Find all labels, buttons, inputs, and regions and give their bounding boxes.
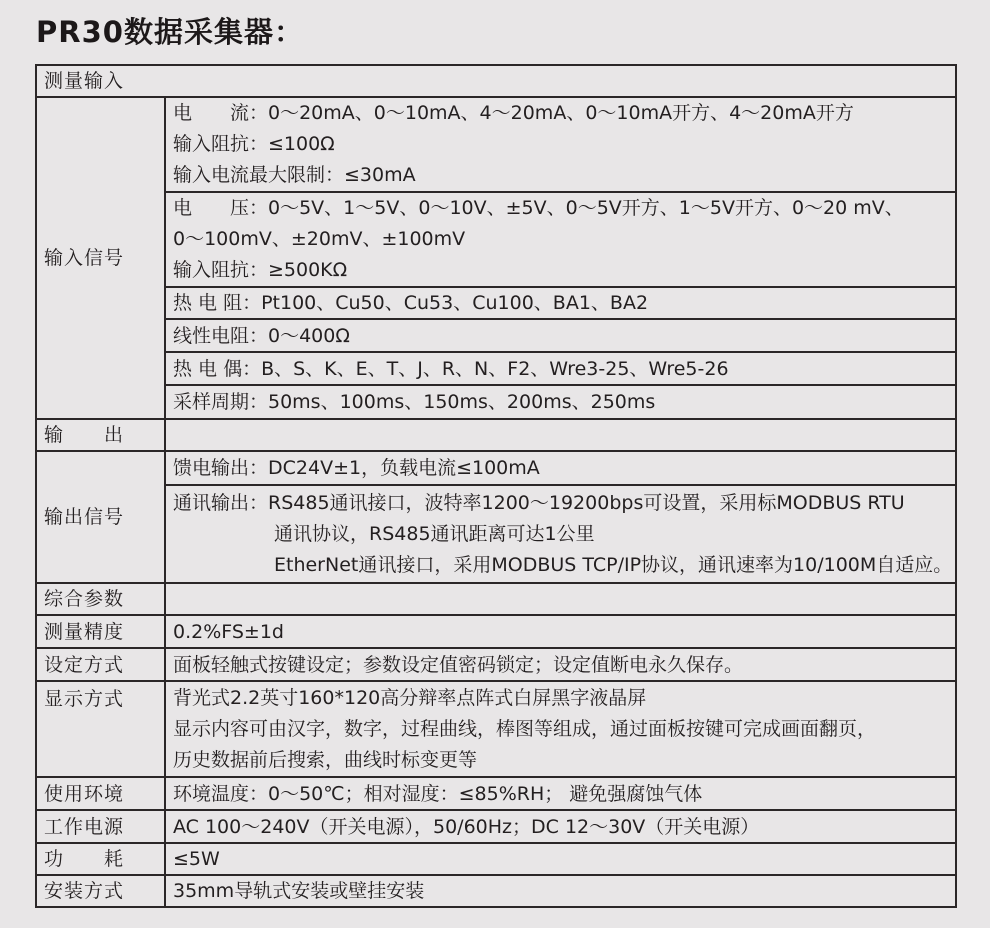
- communication-cell: [165, 485, 956, 583]
- row-output-section: [36, 419, 956, 451]
- consumption-label: 功 耗: [36, 843, 165, 875]
- current-range-line: 电 流：0～20mA、0～10mA、4～20mA、0～10mA开方、4～20mA开方: [173, 102, 854, 124]
- rtd-cell: 热 电 阻：Pt100、Cu50、Cu53、Cu100、BA1、BA2: [165, 287, 956, 319]
- row-environment: [36, 777, 956, 810]
- linear-resistance-cell: 线性电阻：0～400Ω: [165, 319, 956, 352]
- row-output-signal-feed: [36, 451, 956, 485]
- voltage-range-line2: 0～100mV、±20mV、±100mV: [173, 228, 466, 250]
- row-installation: [36, 875, 956, 907]
- output-signal-label: 输出信号: [36, 451, 165, 583]
- section-general: 综合参数: [36, 583, 165, 615]
- row-general-section: [36, 583, 956, 615]
- display-line3: 历史数据前后搜索，曲线时标变更等: [173, 748, 478, 771]
- voltage-range-line1: 电 压：0～5V、1～5V、0～10V、±5V、0～5V开方、1～5V开方、0～20 mV、: [173, 197, 904, 219]
- row-setting: [36, 648, 956, 681]
- current-limit-line: 输入电流最大限制：≤30mA: [173, 164, 416, 186]
- accuracy-label: 测量精度: [36, 615, 165, 648]
- spec-table: [35, 64, 957, 908]
- display-line1: 背光式2.2英寸160*120高分辩率点阵式白屏黑字液晶屏: [173, 686, 647, 709]
- sampling-period-cell: 采样周期：50ms、100ms、150ms、200ms、250ms: [165, 385, 956, 419]
- environment-label: 使用环境: [36, 777, 165, 810]
- row-display: [36, 681, 956, 777]
- communication-line3: EtherNet通讯接口，采用MODBUS TCP/IP协议，通讯速率为10/100M自适应。: [274, 553, 953, 576]
- consumption-value: ≤5W: [165, 843, 956, 875]
- thermocouple-cell: 热 电 偶：B、S、K、E、T、J、R、N、F2、Wre3-25、Wre5-26: [165, 352, 956, 385]
- input-signal-voltage-cell: [165, 192, 956, 287]
- input-signal-label: 输入信号: [36, 97, 165, 419]
- communication-line2: 通讯协议，RS485通讯距离可达1公里: [274, 522, 595, 545]
- installation-value: 35mm导轨式安装或壁挂安装: [165, 875, 956, 907]
- row-consumption: [36, 843, 956, 875]
- row-measure-input-section: [36, 65, 956, 97]
- display-cell: [165, 681, 956, 777]
- power-label: 工作电源: [36, 810, 165, 843]
- display-label: 显示方式: [36, 681, 165, 777]
- row-input-signal-linear-resistance: [36, 319, 956, 352]
- row-input-signal-sampling: [36, 385, 956, 419]
- section-measure-input: 测量输入: [36, 65, 956, 97]
- page-title: PR30数据采集器：: [36, 15, 304, 49]
- setting-value: 面板轻触式按键设定；参数设定值密码锁定；设定值断电永久保存。: [165, 648, 956, 681]
- row-power: [36, 810, 956, 843]
- general-section-empty-cell: [165, 583, 956, 615]
- row-input-signal-rtd: [36, 287, 956, 319]
- accuracy-value: 0.2%FS±1d: [165, 615, 956, 648]
- communication-line1: 通讯输出：RS485通讯接口，波特率1200～19200bps可设置，采用标MODBUS RTU: [173, 491, 905, 514]
- power-feed-cell: 馈电输出：DC24V±1，负载电流≤100mA: [165, 451, 956, 485]
- row-accuracy: [36, 615, 956, 648]
- section-output: 输 出: [36, 419, 165, 451]
- setting-label: 设定方式: [36, 648, 165, 681]
- row-input-signal-thermocouple: [36, 352, 956, 385]
- environment-value: 环境温度：0～50℃；相对湿度：≤85%RH； 避免强腐蚀气体: [165, 777, 956, 810]
- display-line2: 显示内容可由汉字，数字，过程曲线，棒图等组成，通过面板按键可完成画面翻页，: [173, 717, 877, 740]
- row-input-signal-current: [36, 97, 956, 192]
- voltage-impedance-line: 输入阻抗：≥500KΩ: [173, 259, 348, 281]
- input-signal-current-cell: [165, 97, 956, 192]
- output-section-empty-cell: [165, 419, 956, 451]
- power-value: AC 100～240V（开关电源），50/60Hz；DC 12～30V（开关电源）: [165, 810, 956, 843]
- row-output-signal-communication: [36, 485, 956, 583]
- row-input-signal-voltage: [36, 192, 956, 287]
- current-impedance-line: 输入阻抗：≤100Ω: [173, 133, 335, 155]
- installation-label: 安装方式: [36, 875, 165, 907]
